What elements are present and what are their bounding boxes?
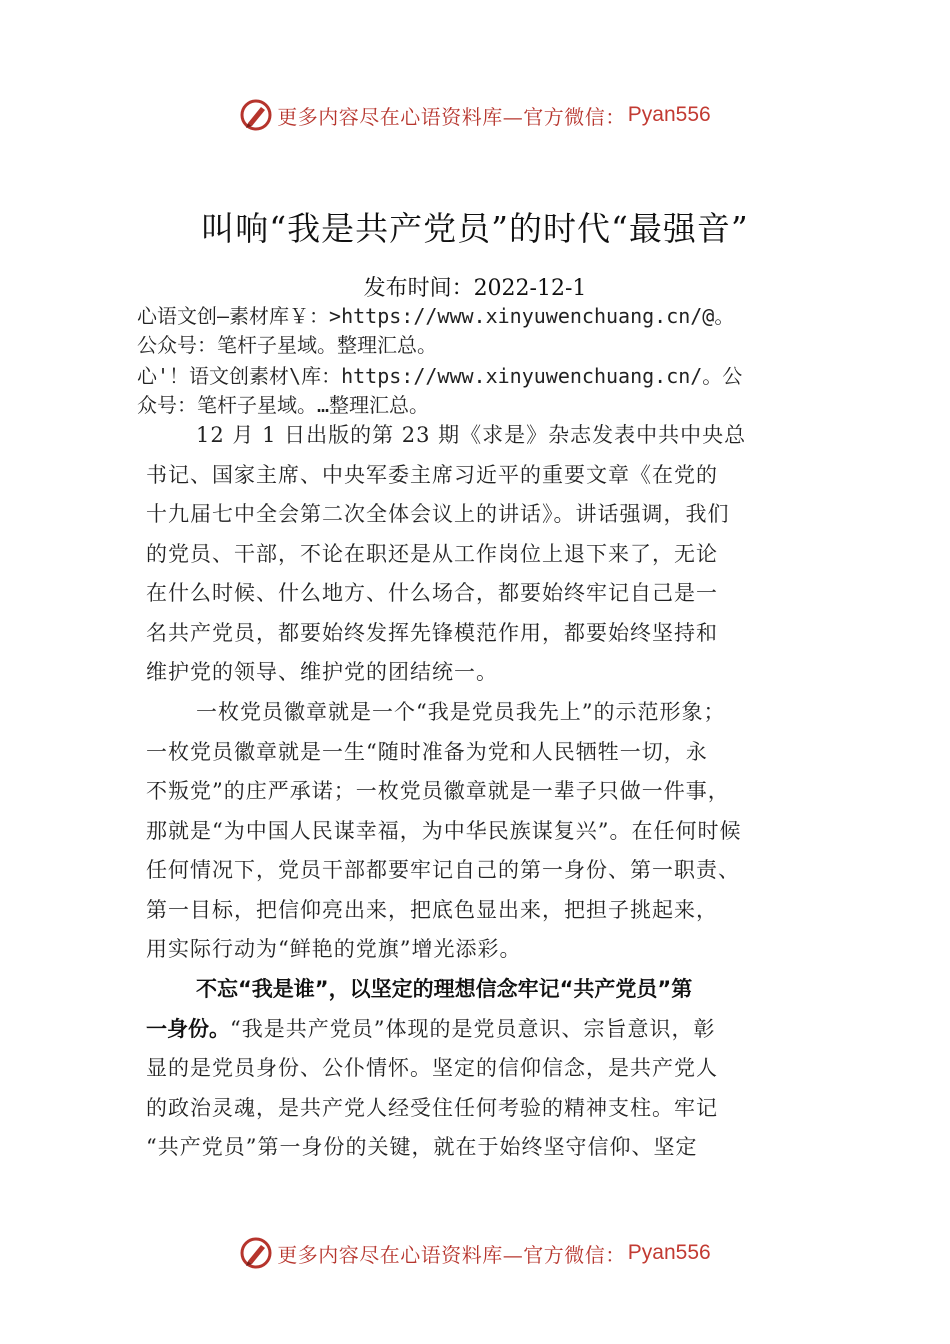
- paragraph-line: 在什么时候、什么地方、什么场合，都要始终牢记自己是一: [146, 581, 718, 605]
- paragraph-line: 维护党的领导、维护党的团结统一。: [146, 660, 498, 684]
- paragraph-line: 不叛党”的庄严承诺；一枚党员徽章就是一辈子只做一件事，: [146, 779, 730, 803]
- paragraph-line: 的党员、干部，不论在职还是从工作岗位上退下来了，无论: [146, 541, 718, 566]
- pen-logo-icon: [239, 1236, 273, 1270]
- banner-wechat-id: Pyan556: [627, 103, 711, 126]
- paragraph-line: [146, 970, 816, 1010]
- paragraph-line: 一枚党员徽章就是一生“随时准备为党和人民牺牲一切，永: [146, 739, 708, 764]
- article-title: 叫响“我是共产党员”的时代“最强音”: [201, 209, 749, 248]
- paragraph-2: [146, 693, 816, 970]
- paragraph-line: 十九届七中全会第二次全体会议上的讲话》。讲话强调，我们: [146, 502, 730, 526]
- paragraph-line: 名共产党员，都要始终发挥先锋模范作用，都要始终坚持和: [146, 620, 718, 645]
- section-heading: 不忘“我是谁”，以坚定的理想信念牢记“共产党员”第: [196, 977, 693, 1001]
- paragraph-text: “我是共产党员”体现的是党员意识、宗旨意识，彰: [230, 1016, 716, 1041]
- meta-line-3: 心'！语文创素材\库：https://www.xinyuwenchuang.cn/。公: [137, 364, 743, 388]
- header-banner: [0, 95, 950, 135]
- paragraph-1: [146, 416, 816, 693]
- paragraph-line: “共产党员”第一身份的关键，就在于始终坚守信仰、坚定: [146, 1135, 698, 1159]
- paragraph-line: 书记、国家主席、中央军委主席习近平的重要文章《在党的: [146, 462, 718, 487]
- pen-logo-icon: [239, 98, 273, 132]
- paragraph-line: [146, 1010, 816, 1050]
- paragraph-line: 那就是“为中国人民谋幸福，为中华民族谋复兴”。在任何时候: [146, 818, 742, 843]
- paragraph-line: 任何情况下，党员干部都要牢记自己的第一身份、第一职责、: [146, 858, 740, 882]
- meta-line-1: 心语文创—素材库￥：>https://www.xinyuwenchuang.cn/@。: [137, 304, 735, 328]
- publish-date: 发布时间：2022-12-1: [363, 276, 587, 301]
- paragraph-line: 12 月 1 日出版的第 23 期《求是》杂志发表中共中央总: [196, 423, 747, 447]
- paragraph-line: 用实际行动为“鲜艳的党旗”增光添彩。: [146, 937, 522, 961]
- paragraph-line: 显的是党员身份、公仆情怀。坚定的信仰信念，是共产党人: [146, 1056, 718, 1080]
- paragraph-line: 第一目标，把信仰亮出来，把底色显出来，把担子挑起来，: [146, 897, 718, 922]
- banner-text: 更多内容尽在心语资料库—官方微信：: [277, 104, 626, 129]
- paragraph-3: [146, 970, 816, 1168]
- meta-line-2: 公众号：笔杆子星域。整理汇总。: [137, 333, 437, 357]
- paragraph-line: 的政治灵魂，是共产党人经受住任何考验的精神支柱。牢记: [146, 1095, 718, 1120]
- meta-line-4: 众号：笔杆子星域。…整理汇总。: [137, 393, 430, 417]
- banner-text: 更多内容尽在心语资料库—官方微信：: [277, 1242, 626, 1267]
- section-heading-end: 一身份。: [146, 1016, 230, 1041]
- banner-wechat-id: Pyan556: [627, 1241, 711, 1264]
- footer-banner: [0, 1233, 950, 1273]
- paragraph-line: 一枚党员徽章就是一个“我是党员我先上”的示范形象；: [196, 700, 726, 724]
